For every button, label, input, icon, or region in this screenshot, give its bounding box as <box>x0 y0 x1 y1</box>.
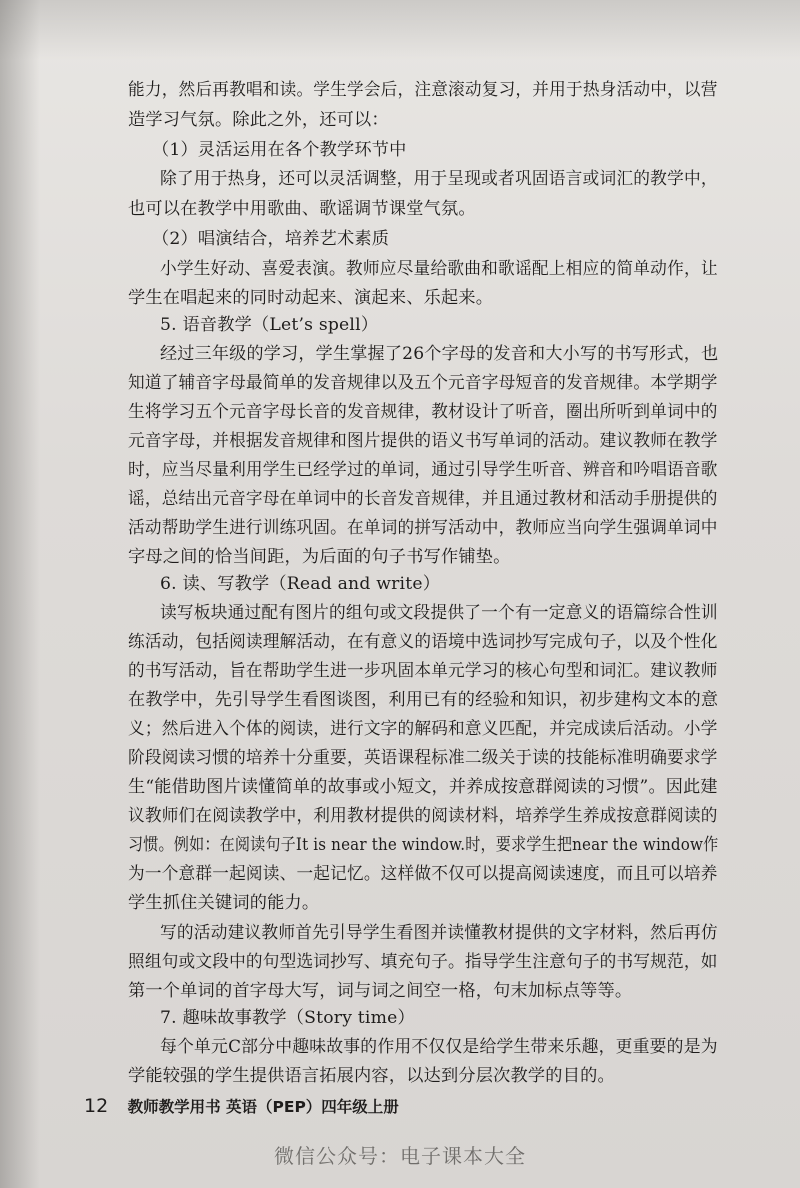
text-line: 第一个单词的首字母大写，词与词之间空一格，句末加标点等等。 <box>128 981 633 1001</box>
scan-shadow-left <box>0 0 40 1188</box>
text-line: 阶段阅读习惯的培养十分重要，英语课程标准二级关于读的技能标准明确要求学 <box>128 748 718 768</box>
text-line: 的书写活动，旨在帮助学生进一步巩固本单元学习的核心句型和词汇。建议教师 <box>128 661 718 681</box>
text-line: 生将学习五个元音字母长音的发音规律，教材设计了听音，圈出所听到单词中的 <box>128 402 718 422</box>
page-number: 12 <box>84 1095 109 1117</box>
text-line: 时，应当尽量利用学生已经学过的单词，通过引导学生听音、辨音和吟唱语音歌 <box>128 460 718 480</box>
text-line: 活动帮助学生进行训练巩固。在单词的拼写活动中，教师应当向学生强调单词中 <box>128 518 718 538</box>
text-line: 写的活动建议教师首先引导学生看图并读懂教材提供的文字材料，然后再仿 <box>160 923 718 943</box>
text-line: 在教学中，先引导学生看图谈图，利用已有的经验和知识，初步建构文本的意 <box>128 690 719 710</box>
text-line: 照组句或文段中的句型选词抄写、填充句子。指导学生注意句子的书写规范，如 <box>128 952 718 972</box>
text-line: 议教师们在阅读教学中，利用教材提供的阅读材料，培养学生养成按意群阅读的 <box>128 806 718 826</box>
section-heading: 6. 读、写教学（Read and write） <box>160 574 441 594</box>
text-line: 知道了辅音字母最简单的发音规律以及五个元音字母短音的发音规律。本学期学 <box>128 373 718 393</box>
section-heading: 5. 语音教学（Let’s spell） <box>160 315 379 335</box>
text-line: 生“能借助图片读懂简单的故事或小短文，并养成按意群阅读的习惯”。因此建 <box>128 777 718 797</box>
text-line: 造学习气氛。除此之外，还可以： <box>128 110 389 130</box>
text-line: 小学生好动、喜爱表演。教师应尽量给歌曲和歌谣配上相应的简单动作，让 <box>160 259 718 279</box>
book-title: 教师教学用书 英语（PEP）四年级上册 <box>127 1098 399 1116</box>
text-line: 练活动，包括阅读理解活动，在有意义的语境中选词抄写完成句子，以及个性化 <box>128 632 718 652</box>
text-line: 学生在唱起来的同时动起来、演起来、乐起来。 <box>128 288 494 308</box>
text-line: 能力，然后再教唱和读。学生学会后，注意滚动复习，并用于热身活动中，以营 <box>128 80 718 100</box>
text-line: 经过三年级的学习，学生掌握了26个字母的发音和大小写的书写形式，也 <box>160 344 719 364</box>
subheading: （2）唱演结合，培养艺术素质 <box>152 229 390 249</box>
text-line: 为一个意群一起阅读、一起记忆。这样做不仅可以提高阅读速度，而且可以培养 <box>128 864 718 884</box>
subheading: （1）灵活运用在各个教学环节中 <box>152 140 407 160</box>
text-line: 除了用于热身，还可以灵活调整，用于呈现或者巩固语言或词汇的教学中， <box>160 169 718 189</box>
text-line: 字母之间的恰当间距，为后面的句子书写作铺垫。 <box>128 547 511 567</box>
text-line: 元音字母，并根据发音规律和图片提供的语义书写单词的活动。建议教师在教学 <box>128 431 718 451</box>
text-line: 也可以在教学中用歌曲、歌谣调节课堂气氛。 <box>128 199 476 219</box>
watermark-text: 微信公众号：电子课本大全 <box>274 1144 526 1168</box>
page-footer <box>84 1094 399 1119</box>
text-line: 义；然后进入个体的阅读，进行文字的解码和意义匹配，并完成读后活动。小学 <box>128 719 718 739</box>
text-line: 每个单元C部分中趣味故事的作用不仅仅是给学生带来乐趣，更重要的是为 <box>160 1037 718 1057</box>
scan-shadow-top <box>0 0 800 60</box>
text-line: 谣，总结出元音字母在单词中的长音发音规律，并且通过教材和活动手册提供的 <box>128 489 718 509</box>
section-heading: 7. 趣味故事教学（Story time） <box>160 1008 415 1028</box>
text-line: 学能较强的学生提供语言拓展内容，以达到分层次教学的目的。 <box>128 1066 615 1086</box>
text-line: 读写板块通过配有图片的组句或文段提供了一个有一定意义的语篇综合性训 <box>160 603 718 623</box>
text-line: 学生抓住关键词的能力。 <box>128 893 320 913</box>
text-line: 习惯。例如：在阅读句子It is near the window.时，要求学生把near the window作 <box>128 835 719 855</box>
